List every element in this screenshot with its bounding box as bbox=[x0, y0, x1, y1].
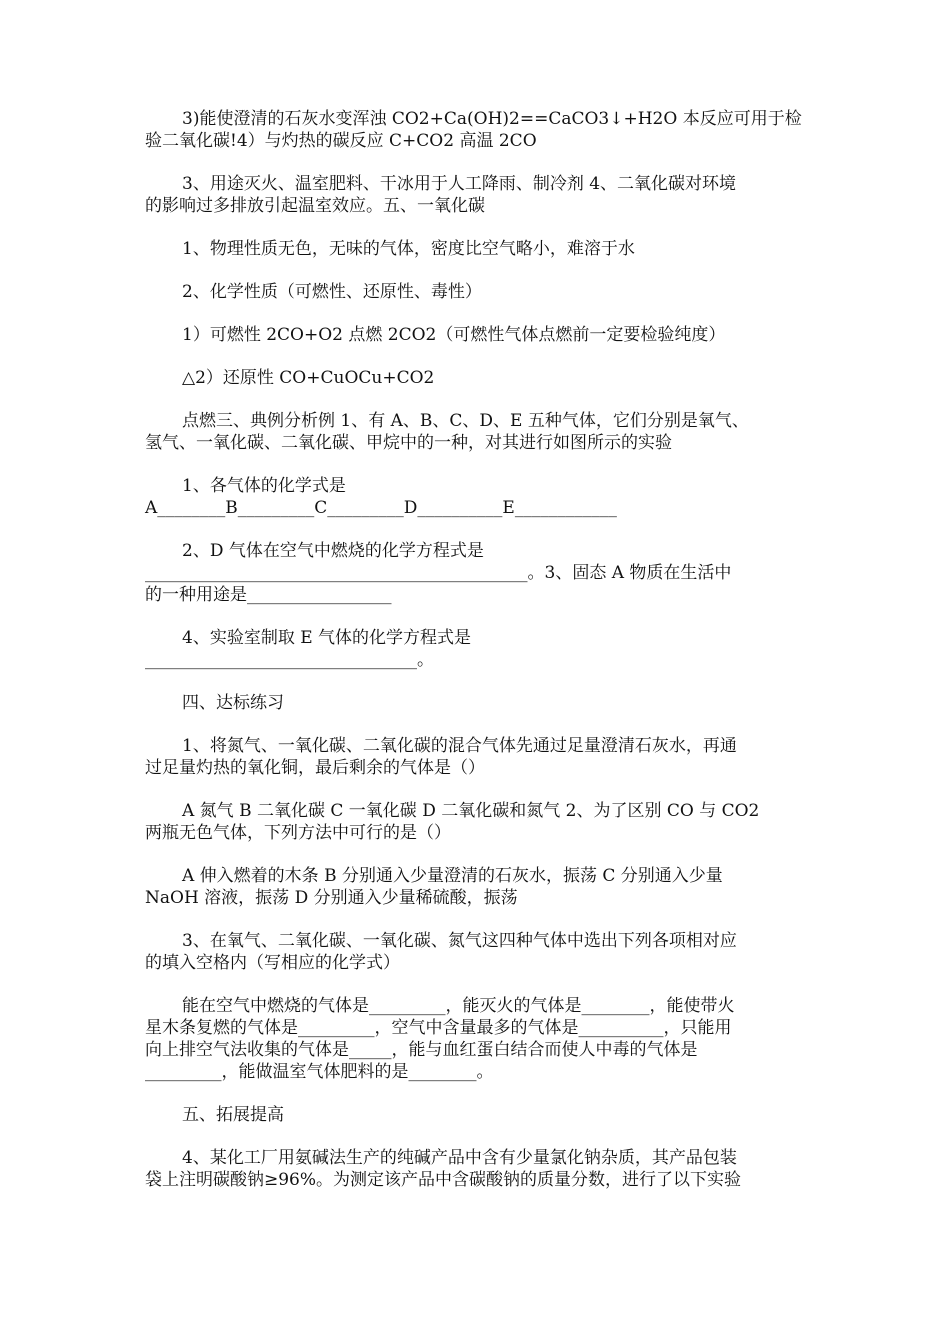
paragraph bbox=[145, 930, 810, 974]
text-line: 能在空气中燃烧的气体是_________，能灭火的气体是________，能使带火 bbox=[182, 996, 735, 1016]
text-line: 1、各气体的化学式是 bbox=[182, 476, 346, 496]
text-line: 的影响过多排放引起温室效应。五、一氧化碳 bbox=[145, 196, 485, 216]
text-line: NaOH 溶液，振荡 D 分别通入少量稀硫酸，振荡 bbox=[145, 888, 518, 908]
text-line: 两瓶无色气体，下列方法中可行的是（） bbox=[145, 823, 451, 843]
paragraph bbox=[145, 281, 810, 303]
paragraph bbox=[145, 410, 810, 454]
paragraph bbox=[145, 800, 810, 844]
paragraph bbox=[145, 1104, 810, 1126]
text-line: 过足量灼热的氧化铜，最后剩余的气体是（） bbox=[145, 758, 485, 778]
text-line: 4、实验室制取 E 气体的化学方程式是 bbox=[182, 628, 472, 648]
text-line: 4、某化工厂用氨碱法生产的纯碱产品中含有少量氯化钠杂质，其产品包装 bbox=[182, 1148, 737, 1168]
text-line: 3、用途灭火、温室肥料、干冰用于人工降雨、制冷剂 4、二氧化碳对环境 bbox=[182, 174, 737, 194]
paragraph bbox=[145, 475, 810, 519]
text-line: _____________________________________________。3、固态 A 物质在生活中 bbox=[145, 563, 732, 583]
text-line: 的填入空格内（写相应的化学式） bbox=[145, 953, 400, 973]
document-page bbox=[145, 108, 810, 1212]
paragraph bbox=[145, 692, 810, 714]
text-line: 验二氧化碳!4）与灼热的碳反应 C+CO2 高温 2CO bbox=[145, 131, 537, 151]
text-line: 星木条复燃的气体是_________，空气中含量最多的气体是__________，只能用 bbox=[145, 1018, 732, 1038]
paragraph bbox=[145, 173, 810, 217]
paragraph bbox=[145, 324, 810, 346]
text-line: _________，能做温室气体肥料的是________。 bbox=[145, 1062, 494, 1082]
text-line: 袋上注明碳酸钠≥96%。为测定该产品中含碳酸钠的质量分数，进行了以下实验 bbox=[145, 1170, 742, 1190]
text-line: 3)能使澄清的石灰水变浑浊 CO2+Ca(OH)2==CaCO3↓+H2O 本反应可用于检 bbox=[182, 109, 802, 129]
text-line: ________________________________。 bbox=[145, 650, 434, 670]
text-line: 的一种用途是_________________ bbox=[145, 585, 392, 605]
text-line: A________B_________C_________D__________E____________ bbox=[145, 498, 617, 518]
text-line: 四、达标练习 bbox=[182, 693, 284, 713]
text-line: 2、D 气体在空气中燃烧的化学方程式是 bbox=[182, 541, 484, 561]
paragraph bbox=[145, 108, 810, 152]
text-line: 氢气、一氧化碳、二氧化碳、甲烷中的一种，对其进行如图所示的实验 bbox=[145, 433, 672, 453]
paragraph bbox=[145, 540, 810, 606]
text-line: 3、在氧气、二氧化碳、一氧化碳、氮气这四种气体中选出下列各项相对应 bbox=[182, 931, 737, 951]
paragraph bbox=[145, 865, 810, 909]
paragraph bbox=[145, 995, 810, 1083]
text-line: 向上排空气法收集的气体是_____，能与血红蛋白结合而使人中毒的气体是 bbox=[145, 1040, 698, 1060]
text-line: △2）还原性 CO+CuOCu+CO2 bbox=[182, 368, 435, 388]
text-line: 点燃三、典例分析例 1、有 A、B、C、D、E 五种气体，它们分别是氧气、 bbox=[182, 411, 749, 431]
paragraph bbox=[145, 735, 810, 779]
text-line: 1、物理性质无色，无味的气体，密度比空气略小，难溶于水 bbox=[182, 239, 635, 259]
text-line: A 氮气 B 二氧化碳 C 一氧化碳 D 二氧化碳和氮气 2、为了区别 CO 与 CO2 bbox=[182, 801, 760, 821]
text-line: 五、拓展提高 bbox=[182, 1105, 284, 1125]
paragraph bbox=[145, 238, 810, 260]
text-line: 1、将氮气、一氧化碳、二氧化碳的混合气体先通过足量澄清石灰水，再通 bbox=[182, 736, 737, 756]
text-line: 1）可燃性 2CO+O2 点燃 2CO2（可燃性气体点燃前一定要检验纯度） bbox=[182, 325, 726, 345]
text-line: 2、化学性质（可燃性、还原性、毒性） bbox=[182, 282, 482, 302]
paragraph bbox=[145, 367, 810, 389]
paragraph bbox=[145, 1147, 810, 1191]
paragraph bbox=[145, 627, 810, 671]
text-line: A 伸入燃着的木条 B 分别通入少量澄清的石灰水，振荡 C 分别通入少量 bbox=[182, 866, 723, 886]
